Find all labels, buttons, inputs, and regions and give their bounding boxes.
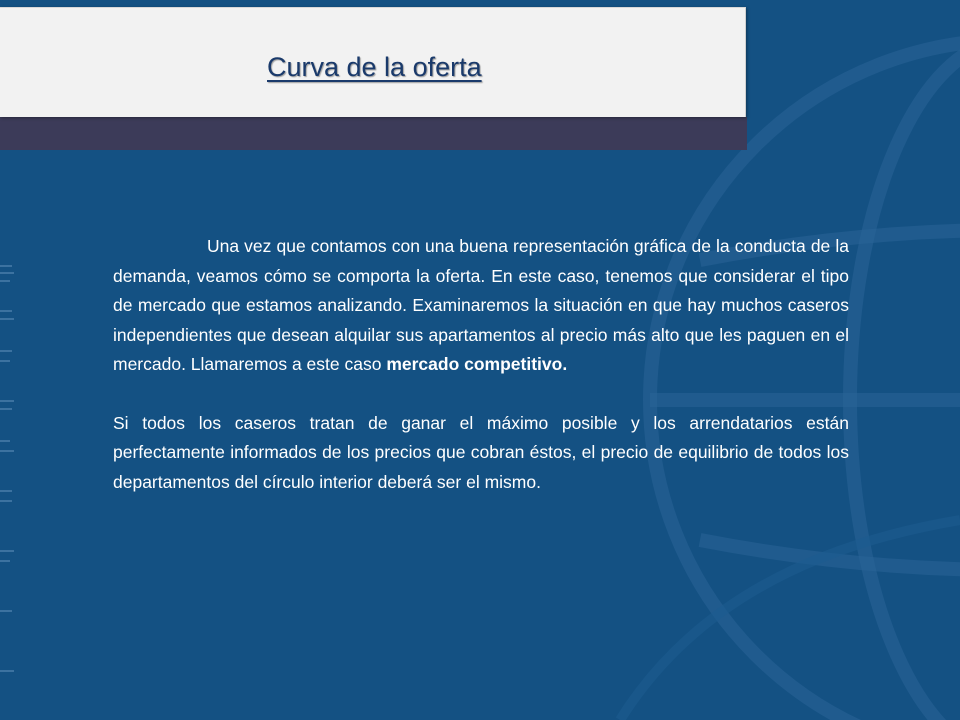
edge-stripes — [0, 250, 16, 720]
paragraph-1-bold: mercado competitivo. — [386, 354, 568, 374]
paragraph-spacer — [113, 380, 849, 409]
slide-title: Curva de la oferta — [267, 52, 482, 82]
paragraph-1-text: Una vez que contamos con una buena representación gráfica de la conducta de la demanda, veamos cómo se comporta la oferta. En este caso, tenemos que considerar el tipo de mercado que estamos analizando. Examinaremos la situación en que hay muchos caseros independientes que desean alquilar sus apartamentos al precio más alto que les paguen en el mercado. Llamaremos a este caso — [113, 236, 849, 374]
paragraph-1 — [113, 232, 849, 380]
slide-body — [113, 232, 849, 497]
paragraph-2: Si todos los caseros tratan de ganar el máximo posible y los arrendatarios están perfectamente informados de los precios que cobran éstos, el precio de equilibrio de todos los departamentos del círculo interior deberá ser el mismo. — [113, 412, 849, 492]
title-band — [0, 117, 747, 150]
